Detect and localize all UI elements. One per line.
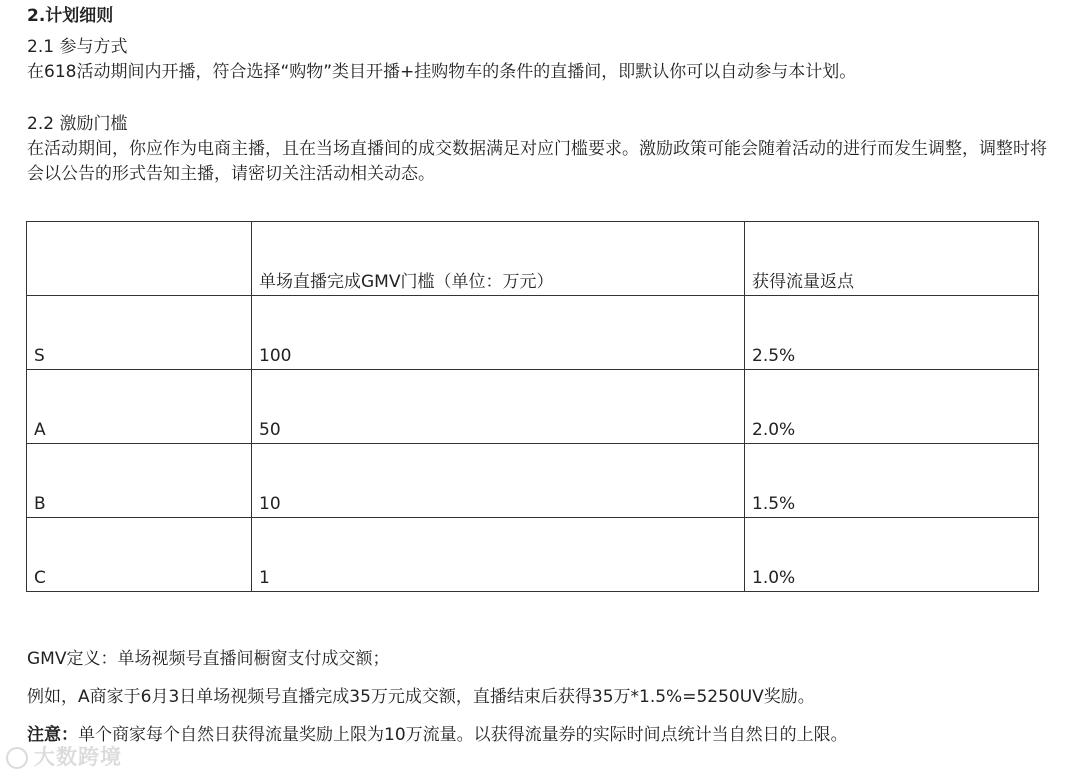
note-text: 单个商家每个自然日获得流量奖励上限为10万流量。以获得流量券的实际时间点统计当自然日的上限。 — [78, 725, 848, 745]
incentive-table — [26, 221, 1039, 592]
header-gmv-threshold: 单场直播完成GMV门槛（单位：万元） — [252, 222, 745, 296]
note-line — [27, 723, 848, 747]
gmv-cell: 50 — [252, 370, 745, 444]
tier-cell: A — [27, 370, 252, 444]
threshold-heading: 2.2 激励门槛 — [27, 114, 128, 134]
note-label: 注意： — [27, 725, 78, 745]
participation-heading: 2.1 参与方式 — [27, 37, 128, 57]
rebate-cell: 1.5% — [745, 444, 1039, 518]
table-row — [27, 370, 1039, 444]
gmv-cell: 1 — [252, 518, 745, 592]
table-header-row — [27, 222, 1039, 296]
watermark-text: 大数跨境 — [34, 745, 122, 769]
threshold-text: 在活动期间，你应作为电商主播，且在当场直播间的成交数据满足对应门槛要求。激励政策可能会随着活动的进行而发生调整，调整时将会以公告的形式告知主播，请密切关注活动相关动态。 — [27, 139, 1047, 184]
rebate-cell: 1.0% — [745, 518, 1039, 592]
rebate-cell: 2.0% — [745, 370, 1039, 444]
section-title: 2.计划细则 — [27, 6, 114, 26]
rebate-cell: 2.5% — [745, 296, 1039, 370]
tier-cell: S — [27, 296, 252, 370]
watermark-logo-icon — [6, 747, 28, 769]
tier-cell: C — [27, 518, 252, 592]
tier-cell: B — [27, 444, 252, 518]
watermark — [6, 741, 122, 771]
gmv-cell: 10 — [252, 444, 745, 518]
example-text: 例如，A商家于6月3日单场视频号直播完成35万元成交额，直播结束后获得35万*1.5%=5250UV奖励。 — [27, 687, 815, 707]
table-row — [27, 518, 1039, 592]
gmv-cell: 100 — [252, 296, 745, 370]
header-traffic-rebate: 获得流量返点 — [745, 222, 1039, 296]
table-row — [27, 444, 1039, 518]
header-tier — [27, 222, 252, 296]
gmv-definition: GMV定义：单场视频号直播间橱窗支付成交额； — [27, 649, 390, 669]
participation-text: 在618活动期间内开播，符合选择“购物”类目开播+挂购物车的条件的直播间，即默认你可以自动参与本计划。 — [27, 62, 857, 82]
table-row — [27, 296, 1039, 370]
